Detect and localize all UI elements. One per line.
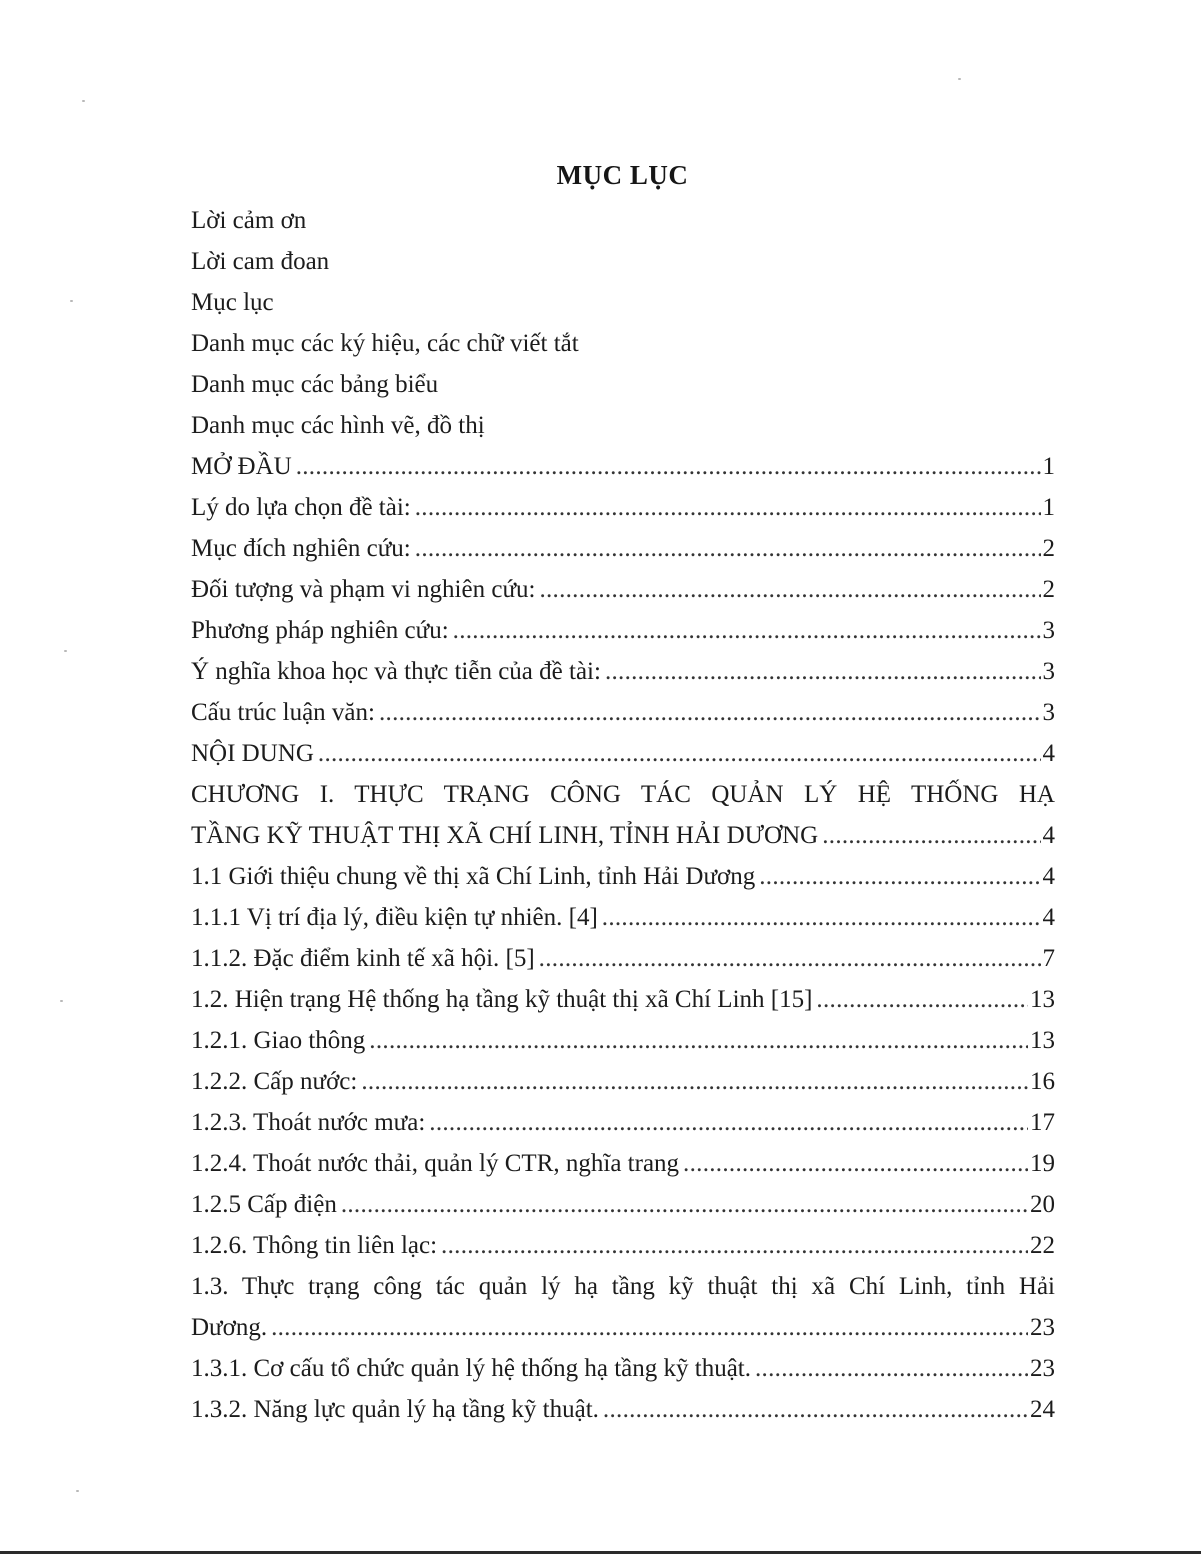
- dot-leader: [816, 979, 1028, 1020]
- toc-entry[interactable]: [191, 733, 1055, 774]
- toc-entry-label: 1.3.1. Cơ cấu tổ chức quản lý hệ thống hạ tầng kỹ thuật.: [191, 1355, 751, 1382]
- dot-leader: [539, 569, 1040, 610]
- toc-entry-page: 4: [1042, 822, 1055, 849]
- toc-entry-page: 20: [1030, 1191, 1055, 1218]
- toc-entry-label: 1.2.5 Cấp điện: [191, 1191, 337, 1218]
- toc-entry[interactable]: [191, 692, 1055, 733]
- toc-entry-page: 4: [1042, 904, 1055, 931]
- toc-entry[interactable]: [191, 1389, 1055, 1430]
- toc-entry-page: 24: [1030, 1396, 1055, 1423]
- scan-speck: [76, 1490, 79, 1492]
- dot-leader: [602, 897, 1041, 938]
- toc-entry-label: Ý nghĩa khoa học và thực tiễn của đề tài:: [191, 658, 601, 685]
- toc-entry[interactable]: [191, 1143, 1055, 1184]
- toc-front-item[interactable]: Lời cảm ơn: [191, 207, 307, 234]
- toc-entry-page: 23: [1030, 1355, 1055, 1382]
- toc-chapter-entry[interactable]: [191, 774, 1055, 856]
- toc-entry[interactable]: [191, 610, 1055, 651]
- toc-entry-page: 23: [1030, 1314, 1055, 1341]
- toc-entry[interactable]: [191, 1061, 1055, 1102]
- toc-entry-label: NỘI DUNG: [191, 740, 314, 767]
- toc-chapter-title-line: CHƯƠNG I. THỰC TRẠNG CÔNG TÁC QUẢN LÝ HỆ THỐNG HẠ: [191, 781, 1055, 808]
- dot-leader: [369, 1020, 1028, 1061]
- dot-leader: [271, 1307, 1028, 1348]
- toc-entry-label: Dương.: [191, 1314, 268, 1341]
- toc-entry[interactable]: [191, 979, 1055, 1020]
- toc-entry[interactable]: [191, 1102, 1055, 1143]
- toc-entry-label: Phương pháp nghiên cứu:: [191, 617, 449, 644]
- toc-entry-label: 1.2.1. Giao thông: [191, 1027, 366, 1054]
- dot-leader: [683, 1143, 1028, 1184]
- toc-entry-page: 22: [1030, 1232, 1055, 1259]
- dot-leader: [379, 692, 1041, 733]
- toc-entry-page: 4: [1042, 740, 1055, 767]
- toc-entry-label: 1.2.6. Thông tin liên lạc:: [191, 1232, 438, 1259]
- toc-entry-label: 1.2. Hiện trạng Hệ thống hạ tầng kỹ thuật thị xã Chí Linh [15]: [191, 986, 813, 1013]
- toc-section-title-line: 1.3. Thực trạng công tác quản lý hạ tầng kỹ thuật thị xã Chí Linh, tỉnh Hải: [191, 1273, 1055, 1300]
- toc-entry[interactable]: [191, 651, 1055, 692]
- toc-entry-page: 7: [1042, 945, 1055, 972]
- scan-speck: [82, 100, 85, 102]
- toc-entry-page: 3: [1042, 617, 1055, 644]
- toc-entry-page: 3: [1042, 699, 1055, 726]
- toc-entry[interactable]: [191, 1348, 1055, 1389]
- toc-entry-page: 1: [1042, 453, 1055, 480]
- toc-entry-label: Cấu trúc luận văn:: [191, 699, 375, 726]
- toc-entry-page: 16: [1030, 1068, 1055, 1095]
- toc-entry-label: MỞ ĐẦU: [191, 453, 292, 480]
- dot-leader: [441, 1225, 1028, 1266]
- toc-entry-label: Mục đích nghiên cứu:: [191, 535, 411, 562]
- dot-leader: [318, 733, 1041, 774]
- toc-entry-label: 1.2.3. Thoát nước mưa:: [191, 1109, 426, 1136]
- scan-speck: [60, 1000, 63, 1002]
- toc-front-item[interactable]: Mục lục: [191, 289, 274, 316]
- toc-entry-label: Lý do lựa chọn đề tài:: [191, 494, 411, 521]
- dot-leader: [453, 610, 1041, 651]
- toc-entry[interactable]: [191, 446, 1055, 487]
- toc-entry[interactable]: [191, 1020, 1055, 1061]
- toc-entry[interactable]: [191, 938, 1055, 979]
- toc-entry-page: 19: [1030, 1150, 1055, 1177]
- toc-entry-page: 2: [1042, 535, 1055, 562]
- toc-entry-page: 17: [1030, 1109, 1055, 1136]
- dot-leader: [341, 1184, 1028, 1225]
- toc-entry-page: 4: [1042, 863, 1055, 890]
- dot-leader: [415, 528, 1041, 569]
- dot-leader: [759, 856, 1040, 897]
- dot-leader: [415, 487, 1041, 528]
- toc-entry-page: 1: [1042, 494, 1055, 521]
- toc-entry-label: 1.2.4. Thoát nước thải, quản lý CTR, nghĩa trang: [191, 1150, 680, 1177]
- page-title: MỤC LỤC: [556, 160, 689, 190]
- dot-leader: [603, 1389, 1028, 1430]
- toc-front-item[interactable]: Danh mục các ký hiệu, các chữ viết tắt: [191, 330, 579, 357]
- toc-entry[interactable]: [191, 856, 1055, 897]
- toc-entry-label: 1.1 Giới thiệu chung về thị xã Chí Linh, tỉnh Hải Dương: [191, 863, 756, 890]
- toc-front-item[interactable]: Danh mục các hình vẽ, đồ thị: [191, 412, 485, 439]
- scan-speck: [64, 650, 67, 652]
- scan-speck: [958, 78, 961, 80]
- toc-entry-label: 1.1.2. Đặc điểm kinh tế xã hội. [5]: [191, 945, 535, 972]
- toc-entry-label: 1.1.1 Vị trí địa lý, điều kiện tự nhiên. [4]: [191, 904, 598, 931]
- dot-leader: [429, 1102, 1028, 1143]
- toc-entry-page: 13: [1030, 1027, 1055, 1054]
- dot-leader: [361, 1061, 1028, 1102]
- toc-entry[interactable]: [191, 897, 1055, 938]
- toc-entry-label: Đối tượng và phạm vi nghiên cứu:: [191, 576, 536, 603]
- toc-entry-page: 13: [1030, 986, 1055, 1013]
- scan-speck: [70, 300, 73, 302]
- toc-entry[interactable]: [191, 1184, 1055, 1225]
- toc-entry-label: TẦNG KỸ THUẬT THỊ XÃ CHÍ LINH, TỈNH HẢI DƯƠNG: [191, 822, 819, 849]
- dot-leader: [539, 938, 1041, 979]
- dot-leader: [822, 815, 1040, 856]
- toc-entry[interactable]: [191, 569, 1055, 610]
- dot-leader: [755, 1348, 1028, 1389]
- toc-entry-page: 2: [1042, 576, 1055, 603]
- toc-entry-label: 1.2.2. Cấp nước:: [191, 1068, 358, 1095]
- table-of-contents: [191, 200, 1055, 1430]
- toc-entry[interactable]: [191, 1225, 1055, 1266]
- toc-section-entry[interactable]: [191, 1266, 1055, 1348]
- toc-front-item[interactable]: Lời cam đoan: [191, 248, 330, 275]
- toc-entry-page: 3: [1042, 658, 1055, 685]
- dot-leader: [296, 446, 1041, 487]
- toc-entry[interactable]: [191, 528, 1055, 569]
- dot-leader: [605, 651, 1041, 692]
- toc-front-item[interactable]: Danh mục các bảng biểu: [191, 371, 439, 398]
- toc-entry-label: 1.3.2. Năng lực quản lý hạ tầng kỹ thuật.: [191, 1396, 599, 1423]
- toc-entry[interactable]: [191, 487, 1055, 528]
